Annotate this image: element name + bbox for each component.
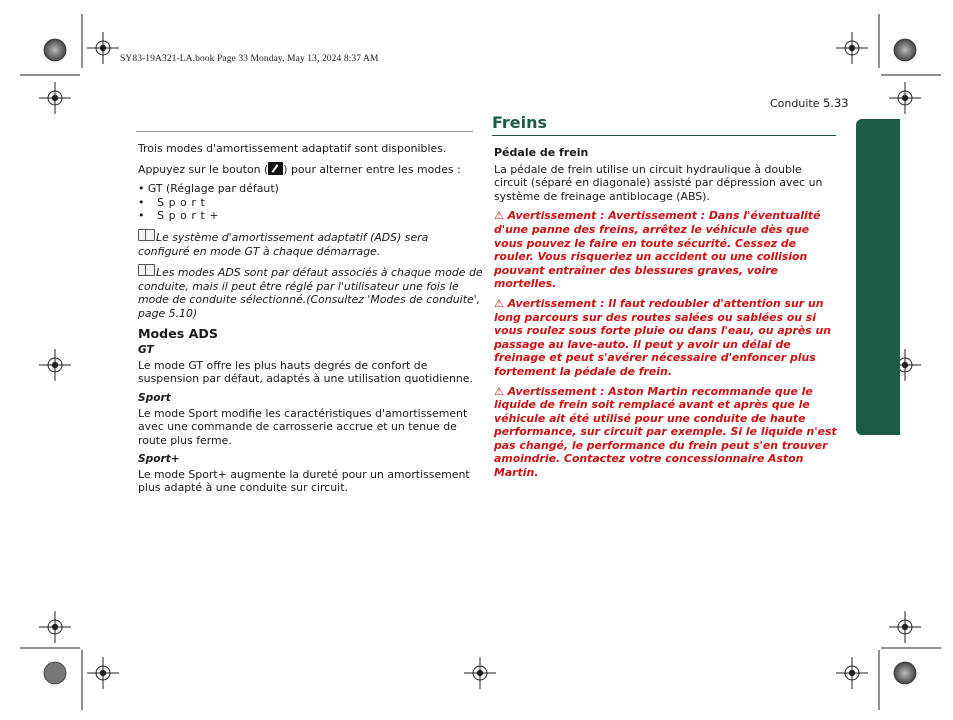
warning-icon: ⚠ [494,384,504,398]
brake-pedal-intro: La pédale de frein utilise un circuit hydraulique à double circuit (séparé en diagonale) assisté par dépression avec un système de freinage antiblocage (ABS). [494,162,823,203]
running-head [770,96,849,110]
section-rule [492,135,836,136]
damper-button-icon [268,162,283,175]
list-item: • Sport+ [138,209,224,223]
button-instruction: Appuyez sur le bouton ( ) pour alterner entre les modes : [138,162,461,176]
note-ads-default: Le système d'amortissement adaptatif (ADS) sera configuré en mode GT à chaque démarrage. [138,230,429,258]
warning-1: ⚠ Avertissement : Avertissement : Dans l'éventualité d'une panne des freins, arrêtez le véhicule dès que vous pouvez le faire en toute sécurité. Cessez de rouler. Vous risqueriez un accident ou une collision pouvant entraîner des blessures graves, voire mortelles. [494,209,821,291]
book-icon [138,264,155,276]
sportplus-text: Le mode Sport+ augmente la dureté pour un amortissement plus adapté à une conduite sur circuit. [138,467,470,495]
chapter-tab [856,119,900,435]
running-head-label: Conduite [770,97,820,110]
gt-title: GT [138,344,154,357]
right-column [494,146,838,486]
list-item: • Sport [138,195,210,209]
gt-text: Le mode GT offre les plus hauts degrés de confort de suspension par défaut, adaptés à une utilisation quotidienne. [138,358,473,386]
warning-2: ⚠ Avertissement : Il faut redoubler d'attention sur un long parcours sur des routes salées ou sablées ou si vous roulez sous forte pluie ou dans l'eau, ou après un passage au lave-auto. Il peut y avoir un délai de freinage et peut s'avérer nécessaire d'enfoncer plus fortement la pédale de frein. [494,296,832,378]
mode-list [138,182,483,223]
left-column-rule [136,131,473,132]
warning-icon: ⚠ [494,296,504,310]
section-title: Freins [492,113,548,132]
brake-pedal-heading: Pédale de frein [494,146,589,159]
sport-title: Sport [138,391,171,404]
warning-icon: ⚠ [494,209,504,223]
list-item: • GT (Réglage par défaut) [138,182,279,196]
intro-paragraph: Trois modes d'amortissement adaptatif sont disponibles. [138,142,447,155]
warning-3: ⚠ Avertissement : Aston Martin recommande que le liquide de frein soit remplacé avant et après que le véhicule ait été utilisé pour une conduite de haute performance, sur circuit par exemple. Si le liquide n'est pas changé, le performance du frein peut s'en trouver amoindrie. Contactez votre concessionnaire Aston Martin. [494,384,837,480]
page-number: 5.33 [822,96,849,110]
book-icon [138,229,155,241]
print-slug: SY83-19A321-LA.book Page 33 Monday, May 13, 2024 8:37 AM [120,54,379,64]
left-column [138,142,483,501]
sport-text: Le mode Sport modifie les caractéristiques d'amortissement avec une commande de carrosserie accrue et un tenue de route plus ferme. [138,406,468,447]
note-ads-modes: Les modes ADS sont par défaut associés à chaque mode de conduite, mais il peut être réglé par l'utilisateur une fois le mode de conduite sélectionné.(Consultez 'Modes de conduite', page 5.10) [138,266,483,320]
modes-ads-heading: Modes ADS [138,325,218,341]
sportplus-title: Sport+ [138,453,180,466]
